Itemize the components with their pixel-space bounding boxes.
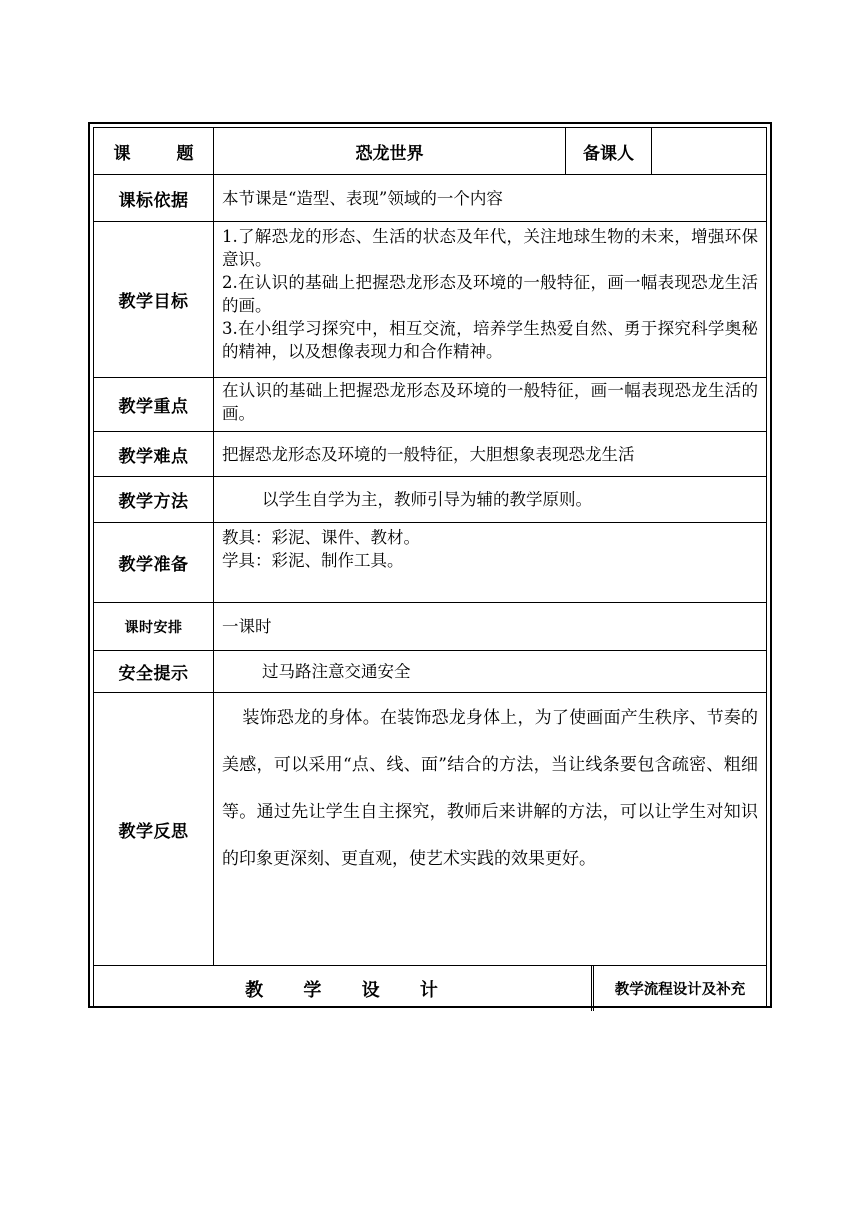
goal-item: 1.了解恐龙的形态、生活的状态及年代，关注地球生物的未来，增强环保意识。 xyxy=(222,227,758,269)
goals-label: 教学目标 xyxy=(94,222,214,377)
schedule-row xyxy=(94,603,766,651)
preparation-label: 教学准备 xyxy=(94,523,214,602)
preparer-value xyxy=(652,128,766,174)
key-points-content xyxy=(214,378,766,431)
preparation-item: 教具：彩泥、课件、教材。 xyxy=(222,528,420,547)
schedule-label: 课时安排 xyxy=(94,603,214,650)
goals-row xyxy=(94,222,766,378)
key-points-label: 教学重点 xyxy=(94,378,214,431)
safety-label: 安全提示 xyxy=(94,651,214,692)
topic-label-text: 课 题 xyxy=(113,143,214,164)
safety-row xyxy=(94,651,766,693)
method-label: 教学方法 xyxy=(94,477,214,522)
safety-value: 过马路注意交通安全 xyxy=(262,662,411,681)
preparation-content xyxy=(214,523,766,602)
goals-content xyxy=(214,222,766,377)
method-row xyxy=(94,477,766,523)
design-left-label: 教 学 设 计 xyxy=(94,966,594,1011)
topic-value: 恐龙世界 xyxy=(214,128,566,174)
schedule-content xyxy=(214,603,766,650)
reflection-label: 教学反思 xyxy=(94,693,214,965)
preparer-label: 备课人 xyxy=(566,128,652,174)
design-row xyxy=(94,965,766,1011)
goal-item: 2.在认识的基础上把握恐龙形态及环境的一般特征，画一幅表现恐龙生活的画。 xyxy=(222,273,758,315)
design-right-label: 教学流程设计及补充 xyxy=(614,982,746,998)
reflection-content xyxy=(214,693,766,965)
goal-item: 3.在小组学习探究中，相互交流，培养学生热爱自然、勇于探究科学奥秘的精神，以及想像表现力和合作精神。 xyxy=(222,319,758,361)
safety-content xyxy=(214,651,766,692)
lesson-plan-table xyxy=(88,122,772,1008)
key-points-row xyxy=(94,378,766,432)
preparation-item: 学具：彩泥、制作工具。 xyxy=(222,551,404,570)
reflection-row xyxy=(94,693,766,965)
reflection-value: 装饰恐龙的身体。在装饰恐龙身体上，为了使画面产生秩序、节奏的美感，可以采用“点、线、面”结合的方法，当让线条要包含疏密、粗细等。通过先让学生自主探究，教师后来讲解的方法，可以让学生对知识的印象更深刻、更直观，使艺术实践的效果更好。 xyxy=(222,708,758,869)
lesson-plan-grid xyxy=(93,127,767,1006)
basis-row xyxy=(94,175,766,222)
method-content xyxy=(214,477,766,522)
basis-value: 本节课是“造型、表现”领域的一个内容 xyxy=(222,188,503,208)
difficulties-row xyxy=(94,432,766,477)
schedule-value: 一课时 xyxy=(222,617,272,636)
topic-label xyxy=(94,128,214,174)
title-row xyxy=(94,128,766,175)
key-points-value: 在认识的基础上把握恐龙形态及环境的一般特征，画一幅表现恐龙生活的画。 xyxy=(222,381,758,423)
difficulties-value: 把握恐龙形态及环境的一般特征，大胆想象表现恐龙生活 xyxy=(222,444,635,464)
basis-label: 课标依据 xyxy=(94,175,214,221)
preparation-row xyxy=(94,523,766,603)
basis-text xyxy=(214,175,766,221)
difficulties-content xyxy=(214,432,766,476)
method-value: 以学生自学为主，教师引导为辅的教学原则。 xyxy=(262,490,592,509)
difficulties-label: 教学难点 xyxy=(94,432,214,476)
